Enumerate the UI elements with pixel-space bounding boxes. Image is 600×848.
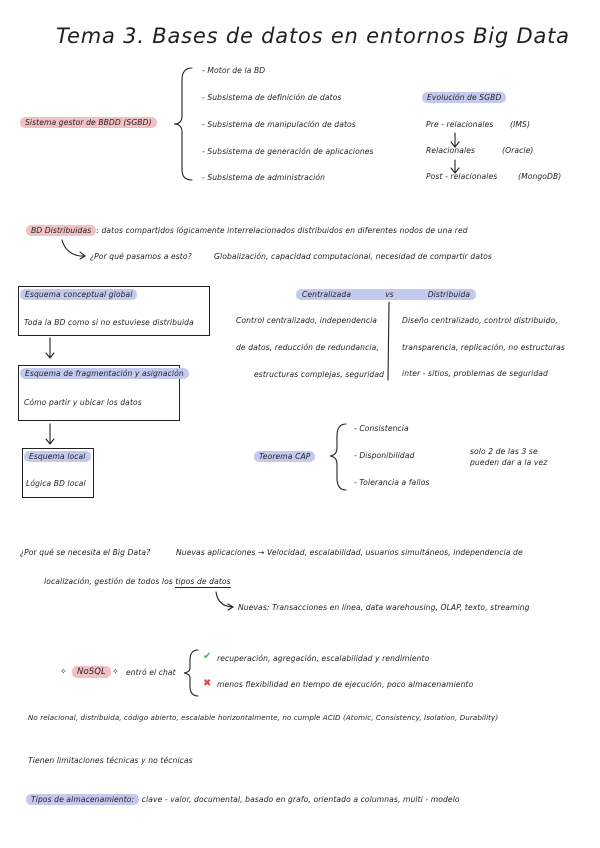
schema-desc: Cómo partir y ubicar los datos [24, 398, 142, 407]
schema-label [20, 369, 189, 378]
schema-label-text: Esquema local [24, 451, 91, 462]
evolution-name: Post - relacionales [426, 172, 498, 181]
storage-label: Tipos de almacenamiento: [26, 794, 139, 805]
comparison-left-line: Control centralizado, independencia [236, 316, 378, 325]
schema-desc: Toda la BD como si no estuviese distribuida [24, 318, 194, 327]
cap-item: - Disponibilidad [354, 451, 415, 460]
nosql-con: menos flexibilidad en tiempo de ejecución, poco almacenamiento [217, 680, 474, 689]
distributed-label: BD Distribuidas [26, 225, 96, 236]
bigdata-line2-text: localización, gestión de todos los [44, 577, 173, 586]
schema-desc: Lógica BD local [26, 479, 86, 488]
cap-item: - Consistencia [354, 424, 409, 433]
comparison-header [296, 290, 476, 299]
distributed-answer: Globalización, capacidad computacional, necesidad de compartir datos [214, 252, 492, 261]
sgbd-item: - Subsistema de administración [202, 173, 326, 182]
bigdata-new-items: Transacciones en línea, data warehousing, OLAP, texto, streaming [272, 603, 530, 612]
cross-icon: ✖ [203, 678, 212, 689]
evolution-example: (Oracle) [502, 146, 534, 155]
comparison-left-line: estructuras complejas, seguridad [254, 370, 385, 379]
sparkle-icon: ✧ [60, 667, 67, 676]
evolution-name: Pre - relacionales [426, 120, 494, 129]
comparison-right-line: inter - sitios, problemas de seguridad [402, 369, 548, 378]
nosql-pro: recuperación, agregación, escalabilidad y rendimiento [217, 654, 430, 663]
page-title: Tema 3. Bases de datos en entornos Big Data [56, 24, 570, 48]
comparison-vs: vs [381, 289, 398, 300]
sgbd-item: - Subsistema de generación de aplicaciones [202, 147, 374, 156]
comparison-left-label: Centralizada [296, 289, 381, 300]
evolution-example: (IMS) [510, 120, 531, 129]
distributed-definition: : datos compartidos lógicamente interrelacionados distribuidos en diferentes nodos de una red [96, 226, 468, 235]
schema-label [24, 452, 91, 461]
bigdata-question: ¿Por qué se necesita el Big Data? [20, 548, 151, 557]
bigdata-line2 [44, 577, 231, 586]
sgbd-item: - Motor de la BD [202, 66, 266, 75]
sgbd-item: - Subsistema de manipulación de datos [202, 120, 356, 129]
evolution-label [422, 93, 506, 102]
bigdata-new-label: Nuevas: [238, 603, 270, 612]
sparkle-icon: ✧ [112, 667, 119, 676]
cap-label [254, 452, 315, 461]
nosql-description: No relacional, distribuida, código abierto, escalable horizontalmente, no cumple ACID (Atomic, Consistency, Isolation, Durability) [28, 713, 499, 722]
evolution-name: Relacionales [426, 146, 476, 155]
nosql-label-text: NoSQL [72, 666, 111, 678]
distributed-row [26, 226, 468, 235]
check-icon: ✔ [203, 651, 212, 662]
schema-label-text: Esquema conceptual global [20, 289, 137, 300]
bigdata-line2-highlight: tipos de datos [175, 577, 231, 586]
cap-item: - Tolerancia a fallos [354, 478, 430, 487]
sgbd-label-text: Sistema gestor de BBDD (SGBD) [20, 117, 157, 128]
comparison-right-line: Diseño centralizado, control distribuido, [402, 316, 558, 325]
cap-label-text: Teorema CAP [254, 451, 315, 462]
evolution-example: (MongoDB) [518, 172, 562, 181]
cap-note: pueden dar a la vez [470, 458, 548, 467]
comparison-right-label: Distribuida [398, 289, 476, 300]
evolution-label-text: Evolución de SGBD [422, 92, 506, 103]
sgbd-item: - Subsistema de definición de datos [202, 93, 342, 102]
bigdata-answer: Nuevas aplicaciones → Velocidad, escalabilidad, usuarios simultáneos, independencia de [176, 548, 523, 557]
cap-note: solo 2 de las 3 se [470, 447, 538, 456]
nosql-middle: entró el chat [126, 668, 176, 677]
storage-row [26, 795, 460, 804]
nosql-limitations: Tienen limitaciones técnicas y no técnicas [28, 756, 193, 765]
sgbd-label [20, 118, 157, 127]
storage-types: clave - valor, documental, basado en grafo, orientado a columnas, multi - modelo [141, 795, 460, 804]
schema-label [20, 290, 137, 299]
distributed-question: ¿Por qué pasamos a esto? [90, 252, 192, 261]
nosql-label [72, 667, 111, 677]
bigdata-new [238, 603, 530, 612]
schema-label-text: Esquema de fragmentación y asignación [20, 368, 189, 379]
comparison-right-line: transparencia, replicación, no estructuras [402, 343, 565, 352]
comparison-left-line: de datos, reducción de redundancia, [236, 343, 379, 352]
